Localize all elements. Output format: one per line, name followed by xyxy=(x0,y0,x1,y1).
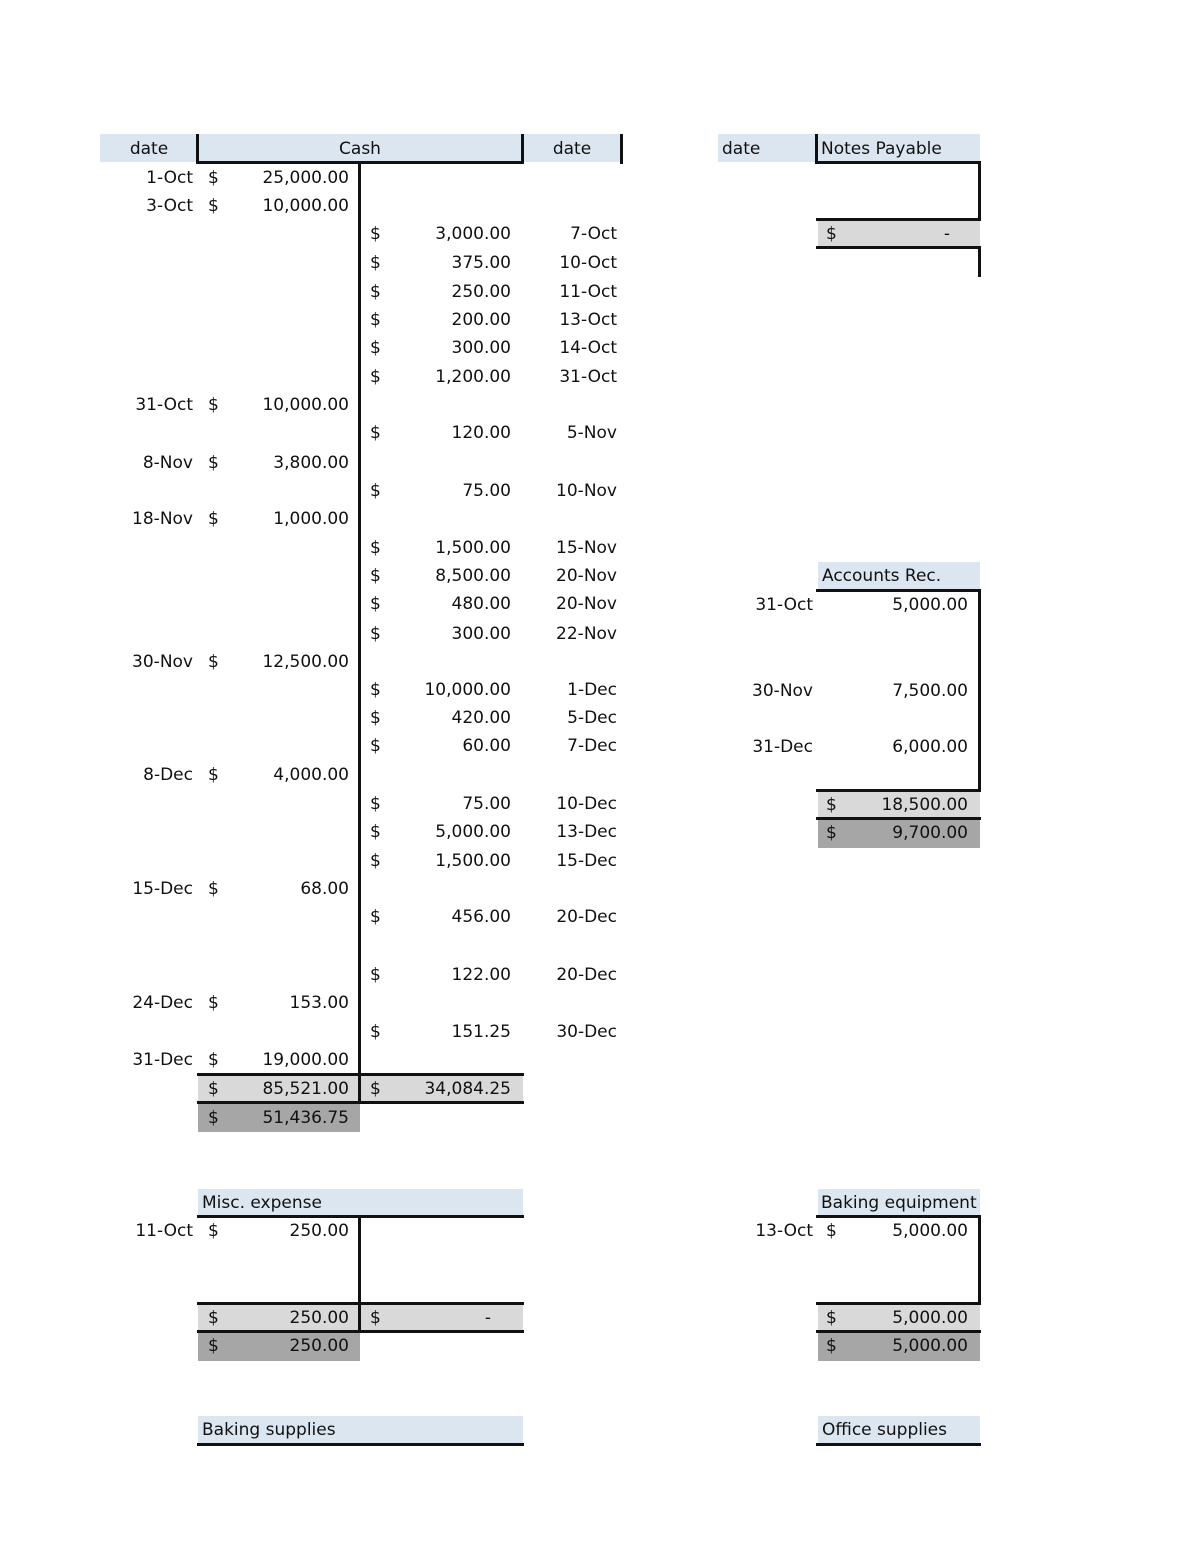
cash-credit-date: 20-Dec xyxy=(556,965,617,985)
cash-credit-date: 20-Dec xyxy=(556,907,617,927)
cash-credit-date: 7-Dec xyxy=(567,736,617,756)
cash-credit-amount: 3,000.00 xyxy=(435,224,511,244)
accounts-rec-row-date: 31-Dec xyxy=(752,737,813,757)
cash-credit-currency: $ xyxy=(370,794,381,814)
misc-expense-row-date: 11-Oct xyxy=(135,1221,193,1241)
cash-balance: 51,436.75 xyxy=(262,1108,349,1128)
cash-credit-date: 15-Nov xyxy=(556,538,617,558)
cash-credit-date: 5-Dec xyxy=(567,708,617,728)
cash-credit-amount: 151.25 xyxy=(451,1022,511,1042)
cash-total-debit-currency: $ xyxy=(208,1079,219,1099)
baking-equipment-balance: 5,000.00 xyxy=(892,1336,968,1356)
cash-credit-currency: $ xyxy=(370,594,381,614)
cash-credit-currency: $ xyxy=(370,708,381,728)
cash-credit-currency: $ xyxy=(370,566,381,586)
accounts-rec-total-currency: $ xyxy=(826,795,837,815)
cash-credit-date: 1-Dec xyxy=(567,680,617,700)
notes-payable-total-bottom-rule xyxy=(816,246,981,249)
cash-credit-amount: 480.00 xyxy=(451,594,511,614)
accounts-rec-header-title: Accounts Rec. xyxy=(822,566,942,586)
cash-credit-amount: 120.00 xyxy=(451,423,511,443)
cash-header-title: Cash xyxy=(339,139,381,159)
cash-debit-date: 30-Nov xyxy=(132,652,193,672)
cash-total-divider xyxy=(358,1075,361,1103)
cash-balance-currency: $ xyxy=(208,1108,219,1128)
cash-credit-date: 20-Nov xyxy=(556,594,617,614)
cash-debit-amount: 10,000.00 xyxy=(262,395,349,415)
cash-credit-currency: $ xyxy=(370,253,381,273)
cash-debit-currency: $ xyxy=(208,1050,219,1070)
notes-payable-total-currency: $ xyxy=(826,224,837,244)
cash-credit-date: 10-Dec xyxy=(556,794,617,814)
cash-credit-currency: $ xyxy=(370,538,381,558)
cash-header-date-left: date xyxy=(129,139,169,159)
cash-debit-date: 1-Oct xyxy=(146,168,193,188)
cash-credit-date: 7-Oct xyxy=(570,224,617,244)
cash-credit-amount: 300.00 xyxy=(451,338,511,358)
cash-total-credit: 34,084.25 xyxy=(424,1079,511,1099)
accounts-rec-row-amount: 6,000.00 xyxy=(892,737,968,757)
cash-credit-date: 31-Oct xyxy=(559,367,617,387)
accounts-rec-row-amount: 5,000.00 xyxy=(892,595,968,615)
cash-credit-currency: $ xyxy=(370,310,381,330)
baking-equipment-balance-currency: $ xyxy=(826,1336,837,1356)
notes-payable-header-rule xyxy=(816,161,981,164)
cash-credit-currency: $ xyxy=(370,680,381,700)
cash-credit-amount: 8,500.00 xyxy=(435,566,511,586)
accounts-rec-row-amount: 7,500.00 xyxy=(892,681,968,701)
baking-equipment-total: 5,000.00 xyxy=(892,1308,968,1328)
cash-debit-currency: $ xyxy=(208,993,219,1013)
cash-credit-amount: 10,000.00 xyxy=(424,680,511,700)
notes-payable-header-divider xyxy=(815,134,818,164)
accounts-rec-row-date: 31-Oct xyxy=(755,595,813,615)
accounts-rec-balance-currency: $ xyxy=(826,823,837,843)
cash-credit-date: 20-Nov xyxy=(556,566,617,586)
cash-debit-amount: 1,000.00 xyxy=(273,509,349,529)
cash-credit-date: 14-Oct xyxy=(559,338,617,358)
cash-debit-date: 8-Dec xyxy=(143,765,193,785)
cash-credit-amount: 75.00 xyxy=(462,794,511,814)
misc-expense-total-credit-currency: $ xyxy=(370,1308,381,1328)
cash-credit-amount: 5,000.00 xyxy=(435,822,511,842)
cash-credit-date: 5-Nov xyxy=(566,423,617,443)
notes-payable-header-title: Notes Payable xyxy=(821,139,942,159)
cash-debit-date: 31-Dec xyxy=(132,1050,193,1070)
cash-debit-amount: 68.00 xyxy=(300,879,349,899)
cash-credit-currency: $ xyxy=(370,423,381,443)
cash-debit-date: 24-Dec xyxy=(132,993,193,1013)
misc-expense-balance-currency: $ xyxy=(208,1336,219,1356)
cash-debit-currency: $ xyxy=(208,453,219,473)
cash-credit-date: 11-Oct xyxy=(559,282,617,302)
cash-debit-date: 31-Oct xyxy=(135,395,193,415)
misc-expense-row-currency: $ xyxy=(208,1221,219,1241)
notes-payable-tail-rule xyxy=(978,248,981,277)
cash-debit-currency: $ xyxy=(208,395,219,415)
cash-credit-date: 15-Dec xyxy=(556,851,617,871)
baking-equipment-header-title: Baking equipment xyxy=(821,1193,977,1213)
cash-credit-amount: 200.00 xyxy=(451,310,511,330)
cash-header-date-right: date xyxy=(552,139,592,159)
baking-equipment-row-date: 13-Oct xyxy=(755,1221,813,1241)
cash-credit-date: 30-Dec xyxy=(556,1022,617,1042)
notes-payable-right-rule xyxy=(978,163,981,220)
cash-credit-amount: 300.00 xyxy=(451,624,511,644)
cash-credit-currency: $ xyxy=(370,1022,381,1042)
baking-equipment-row-amount: 5,000.00 xyxy=(892,1221,968,1241)
misc-expense-row-amount: 250.00 xyxy=(289,1221,349,1241)
baking-equipment-right-rule xyxy=(978,1217,981,1305)
cash-credit-amount: 1,200.00 xyxy=(435,367,511,387)
cash-debit-currency: $ xyxy=(208,652,219,672)
misc-expense-total-debit-currency: $ xyxy=(208,1308,219,1328)
cash-credit-currency: $ xyxy=(370,822,381,842)
cash-credit-amount: 122.00 xyxy=(451,965,511,985)
cash-center-rule xyxy=(358,163,361,1075)
cash-debit-amount: 12,500.00 xyxy=(262,652,349,672)
cash-credit-amount: 456.00 xyxy=(451,907,511,927)
cash-header-divider-left xyxy=(196,134,199,164)
cash-credit-amount: 75.00 xyxy=(462,481,511,501)
cash-debit-currency: $ xyxy=(208,879,219,899)
cash-credit-amount: 60.00 xyxy=(462,736,511,756)
cash-header-divider-end xyxy=(620,134,623,164)
cash-credit-date: 13-Dec xyxy=(556,822,617,842)
cash-debit-date: 3-Oct xyxy=(146,196,193,216)
cash-total-debit: 85,521.00 xyxy=(262,1079,349,1099)
cash-credit-currency: $ xyxy=(370,282,381,302)
misc-expense-center-rule xyxy=(358,1217,361,1305)
cash-debit-amount: 19,000.00 xyxy=(262,1050,349,1070)
notes-payable-total: - xyxy=(943,224,950,244)
cash-credit-date: 22-Nov xyxy=(556,624,617,644)
misc-expense-total-divider xyxy=(358,1305,361,1331)
cash-header-divider-right xyxy=(521,134,524,164)
baking-equipment-row-currency: $ xyxy=(826,1221,837,1241)
cash-credit-amount: 250.00 xyxy=(451,282,511,302)
cash-credit-currency: $ xyxy=(370,367,381,387)
misc-expense-header-title: Misc. expense xyxy=(202,1193,322,1213)
cash-credit-date: 10-Oct xyxy=(559,253,617,273)
accounts-rec-total: 18,500.00 xyxy=(881,795,968,815)
cash-credit-amount: 1,500.00 xyxy=(435,538,511,558)
office-supplies-header-rule xyxy=(816,1443,981,1446)
cash-credit-currency: $ xyxy=(370,851,381,871)
cash-debit-date: 15-Dec xyxy=(132,879,193,899)
cash-debit-date: 8-Nov xyxy=(142,453,193,473)
cash-credit-currency: $ xyxy=(370,224,381,244)
cash-credit-currency: $ xyxy=(370,481,381,501)
cash-credit-currency: $ xyxy=(370,624,381,644)
cash-credit-amount: 1,500.00 xyxy=(435,851,511,871)
cash-debit-currency: $ xyxy=(208,168,219,188)
cash-debit-amount: 10,000.00 xyxy=(262,196,349,216)
cash-debit-currency: $ xyxy=(208,509,219,529)
cash-debit-amount: 25,000.00 xyxy=(262,168,349,188)
cash-total-credit-currency: $ xyxy=(370,1079,381,1099)
baking-supplies-header-rule xyxy=(197,1443,524,1446)
baking-supplies-header-title: Baking supplies xyxy=(202,1420,336,1440)
cash-debit-currency: $ xyxy=(208,765,219,785)
notes-payable-header-date: date xyxy=(722,139,761,159)
cash-credit-currency: $ xyxy=(370,907,381,927)
misc-expense-total-debit: 250.00 xyxy=(289,1308,349,1328)
accounts-rec-row-date: 30-Nov xyxy=(752,681,813,701)
misc-expense-balance: 250.00 xyxy=(289,1336,349,1356)
cash-credit-amount: 375.00 xyxy=(451,253,511,273)
baking-equipment-total-currency: $ xyxy=(826,1308,837,1328)
cash-credit-date: 13-Oct xyxy=(559,310,617,330)
cash-credit-currency: $ xyxy=(370,338,381,358)
accounts-rec-balance: 9,700.00 xyxy=(892,823,968,843)
cash-debit-amount: 153.00 xyxy=(289,993,349,1013)
cash-debit-currency: $ xyxy=(208,196,219,216)
cash-debit-amount: 3,800.00 xyxy=(273,453,349,473)
cash-credit-amount: 420.00 xyxy=(451,708,511,728)
office-supplies-header-title: Office supplies xyxy=(822,1420,948,1440)
misc-expense-total-credit: - xyxy=(484,1308,491,1328)
cash-debit-date: 18-Nov xyxy=(132,509,193,529)
cash-credit-currency: $ xyxy=(370,965,381,985)
cash-credit-currency: $ xyxy=(370,736,381,756)
cash-credit-date: 10-Nov xyxy=(556,481,617,501)
accounts-rec-right-rule xyxy=(978,591,981,791)
cash-debit-amount: 4,000.00 xyxy=(273,765,349,785)
